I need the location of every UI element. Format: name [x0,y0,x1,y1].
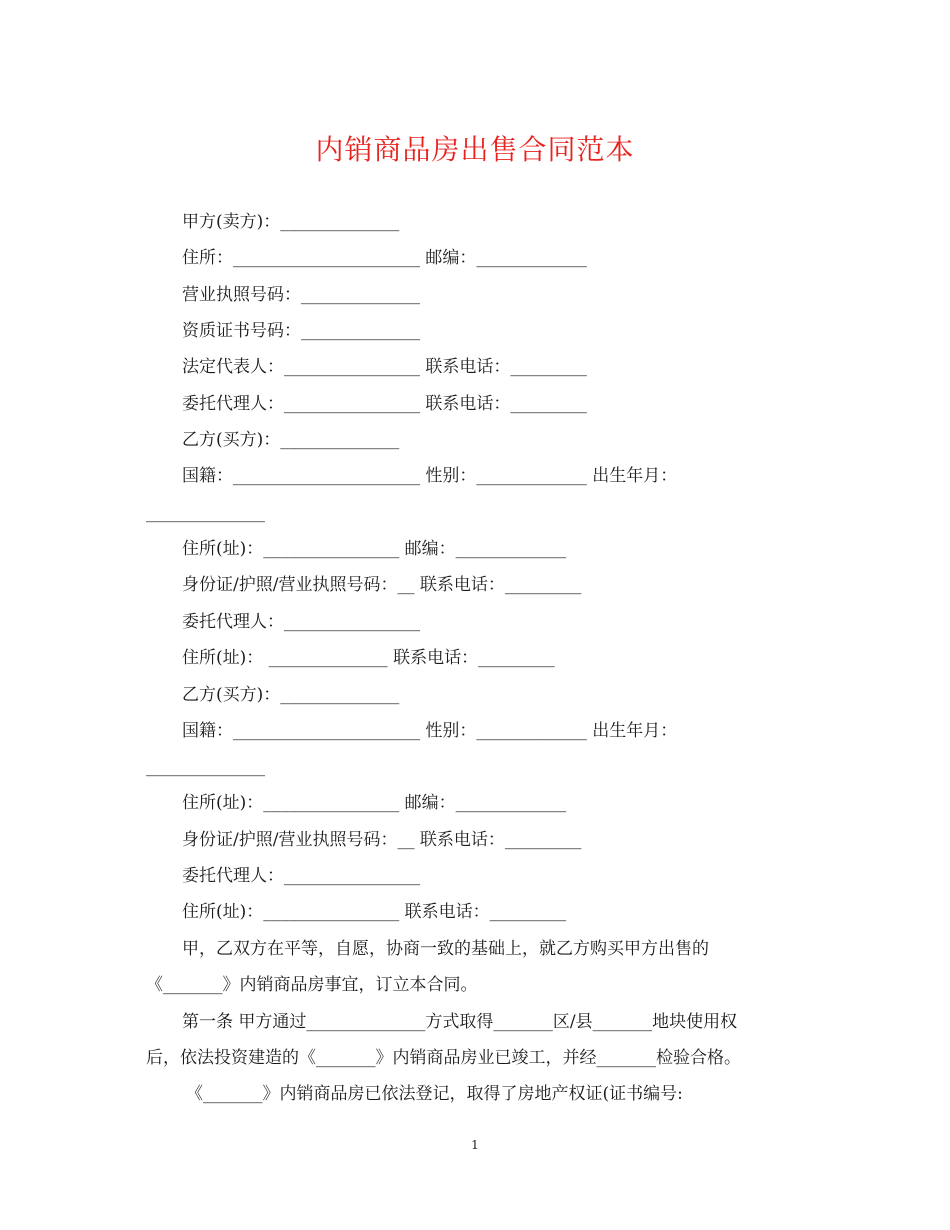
article-1-line-3: 《_______》内销商品房已依法登记，取得了房地产权证(证书编号: [186,1084,683,1104]
agent-address-line: 住所(址)： ______________ 联系电话：_________ [182,648,555,668]
page-number: 1 [471,1138,479,1152]
qualification-cert-line: 资质证书号码：______________ [182,321,420,341]
agent2-address-line: 住所(址)：________________ 联系电话：_________ [182,902,567,922]
legal-rep-line: 法定代表人：________________ 联系电话：_________ [182,357,587,377]
nationality2-line: 国籍：______________________ 性别：_____________ 出生年月： [182,721,678,741]
party-b2-agent-line: 委托代理人：________________ [182,866,420,886]
preamble-line-1: 甲，乙双方在平等，自愿，协商一致的基础上，就乙方购买甲方出售的 [182,939,709,959]
article-1-line-1: 第一条 甲方通过______________方式取得_______区/县_______地块使用权 [182,1012,738,1032]
preamble-line-2: 《_______》内销商品房事宜，订立本合同。 [146,975,478,995]
party-b-agent-line: 委托代理人：________________ [182,612,420,632]
party-a-address-line: 住所：______________________ 邮编：_____________ [182,248,587,268]
business-license-line: 营业执照号码：______________ [182,285,420,305]
party-b-address-line: 住所(址)：________________ 邮编：_____________ [182,539,567,559]
id-number-line: 身份证/护照/营业执照号码：__ 联系电话：_________ [182,575,582,595]
id-number2-line: 身份证/护照/营业执照号码：__ 联系电话：_________ [182,830,582,850]
document-title: 内销商品房出售合同范本 [315,133,635,166]
article-1-line-2: 后，依法投资建造的《_______》内销商品房业已竣工，并经_______检验合格。 [146,1048,741,1068]
birth-date2-blank-line: ______________ [146,757,265,777]
birth-date-blank-line: ______________ [146,503,265,523]
nationality-line: 国籍：______________________ 性别：_____________ 出生年月： [182,466,678,486]
party-b2-address-line: 住所(址)：________________ 邮编：_____________ [182,793,567,813]
party-b2-line: 乙方(买方)：______________ [182,685,400,705]
party-b-line: 乙方(买方)：______________ [182,430,400,450]
party-a-agent-line: 委托代理人：________________ 联系电话：_________ [182,394,587,414]
party-a-line: 甲方(卖方)：______________ [182,212,400,232]
